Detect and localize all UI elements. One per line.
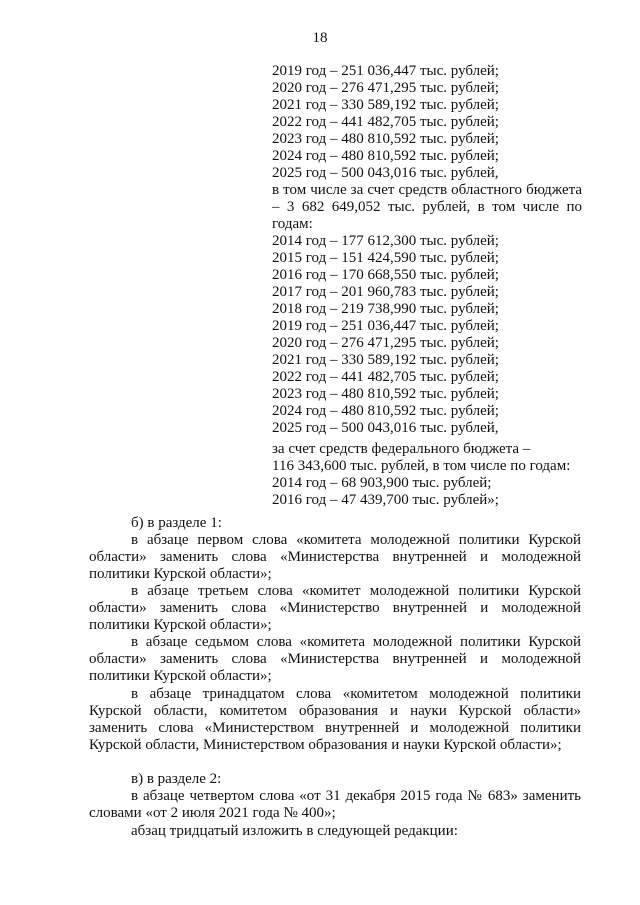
year-line: 2024 год – 480 810,592 тыс. рублей; bbox=[272, 148, 499, 164]
year-line: 2020 год – 276 471,295 тыс. рублей; bbox=[272, 335, 499, 351]
year-line: 2024 год – 480 810,592 тыс. рублей; bbox=[272, 403, 499, 419]
year-line: 2022 год – 441 482,705 тыс. рублей; bbox=[272, 369, 499, 385]
year-line: 2025 год – 500 043,016 тыс. рублей, bbox=[272, 165, 499, 181]
year-line: 2021 год – 330 589,192 тыс. рублей; bbox=[272, 97, 499, 113]
paragraph-line: в абзаце седьмом слова «комитета молодежной политики Курской bbox=[131, 634, 581, 650]
paragraph-line: Курской области, Министерством образования и науки Курской области»; bbox=[89, 737, 562, 753]
year-line: 2018 год – 219 738,990 тыс. рублей; bbox=[272, 301, 499, 317]
paragraph-line: области» заменить слова «Министерство внутренней и молодежной bbox=[89, 600, 581, 616]
year-line: 2022 год – 441 482,705 тыс. рублей; bbox=[272, 114, 499, 130]
year-line: 2025 год – 500 043,016 тыс. рублей, bbox=[272, 420, 499, 436]
section-v-heading: в) в разделе 2: bbox=[131, 771, 222, 787]
federal-intro-line: 116 343,600 тыс. рублей, в том числе по годам: bbox=[272, 458, 571, 474]
section-b-heading: б) в разделе 1: bbox=[131, 515, 222, 531]
regional-intro-line: годам: bbox=[272, 216, 313, 232]
regional-intro-line: – 3 682 649,052 тыс. рублей, в том числе по bbox=[272, 199, 582, 215]
paragraph-line: абзац тридцатый изложить в следующей редакции: bbox=[131, 823, 458, 839]
paragraph-line: области» заменить слова «Министерства внутренней и молодежной bbox=[89, 549, 581, 565]
year-line: 2023 год – 480 810,592 тыс. рублей; bbox=[272, 131, 499, 147]
paragraph-line: в абзаце третьем слова «комитет молодежной политики Курской bbox=[131, 583, 581, 599]
paragraph-line: политики Курской области»; bbox=[89, 668, 272, 684]
year-line: 2016 год – 170 668,550 тыс. рублей; bbox=[272, 267, 499, 283]
paragraph-line: в абзаце первом слова «комитета молодежной политики Курской bbox=[131, 532, 581, 548]
year-line: 2015 год – 151 424,590 тыс. рублей; bbox=[272, 250, 499, 266]
year-line: 2017 год – 201 960,783 тыс. рублей; bbox=[272, 284, 499, 300]
federal-intro-line: за счет средств федерального бюджета – bbox=[272, 441, 531, 457]
paragraph-line: заменить слова «Министерством внутренней и молодежной политики bbox=[89, 720, 581, 736]
page-number: 18 bbox=[312, 30, 328, 46]
year-line: 2021 год – 330 589,192 тыс. рублей; bbox=[272, 352, 499, 368]
year-line: 2014 год – 68 903,900 тыс. рублей; bbox=[272, 475, 492, 491]
year-line: 2019 год – 251 036,447 тыс. рублей; bbox=[272, 318, 499, 334]
paragraph-line: политики Курской области»; bbox=[89, 566, 272, 582]
year-line: 2014 год – 177 612,300 тыс. рублей; bbox=[272, 233, 499, 249]
paragraph-line: Курской области, комитетом образования и науки Курской области» bbox=[89, 703, 581, 719]
year-line: 2023 год – 480 810,592 тыс. рублей; bbox=[272, 386, 499, 402]
paragraph-line: в абзаце четвертом слова «от 31 декабря 2015 года № 683» заменить bbox=[131, 788, 581, 804]
paragraph-line: политики Курской области»; bbox=[89, 617, 272, 633]
year-line: 2019 год – 251 036,447 тыс. рублей; bbox=[272, 63, 499, 79]
paragraph-line: в абзаце тринадцатом слова «комитетом молодежной политики bbox=[131, 686, 581, 702]
paragraph-line: словами «от 2 июля 2021 года № 400»; bbox=[89, 805, 336, 821]
year-line: 2016 год – 47 439,700 тыс. рублей»; bbox=[272, 492, 499, 508]
year-line: 2020 год – 276 471,295 тыс. рублей; bbox=[272, 80, 499, 96]
paragraph-line: области» заменить слова «Министерства внутренней и молодежной bbox=[89, 651, 581, 667]
regional-intro-line: в том числе за счет средств областного бюджета bbox=[272, 182, 582, 198]
